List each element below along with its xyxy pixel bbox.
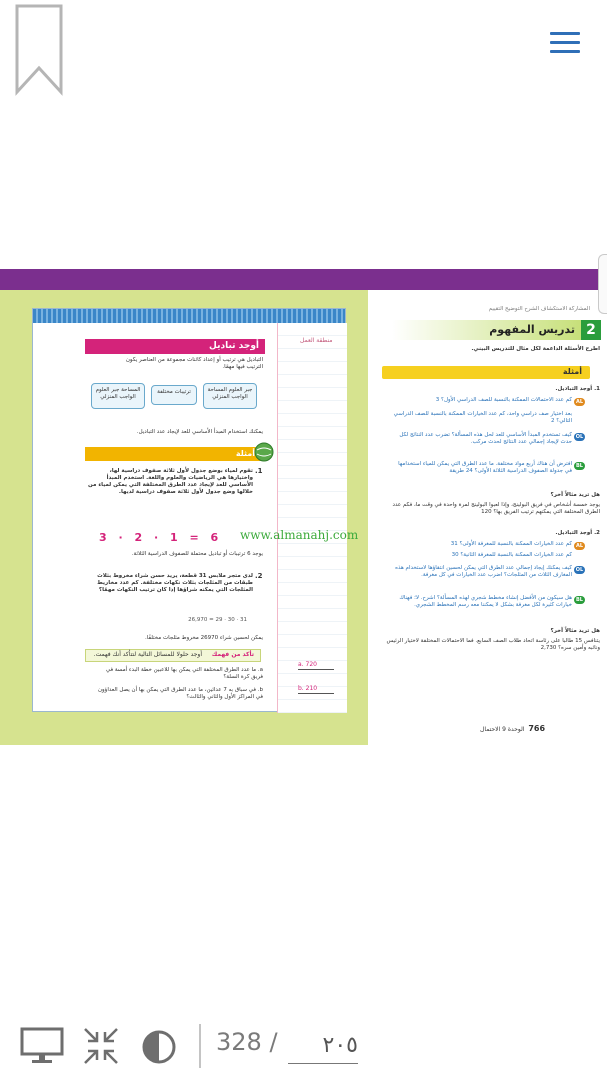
exercise-b-text: b. في سباق به 7 عدائين، ما عدد الطرق التي يمكن بها أن يصل العداؤون في المراكز الأول والثاني والثالث؟: [97, 687, 263, 700]
watermark: www.almanahj.com: [240, 528, 359, 542]
q1-bl-question: افترض أن هناك أربع مواد مختلفة. ما عدد الطرق التي يمكن للمياء استخدامها في جدولة الصفوف الدراسية الثلاثة الأولى؟ 24 طريقة: [398, 461, 572, 474]
example-1-answer: يوجد 6 ترتيبات أو تباديل محتملة للصفوف الدراسية الثلاثة.: [131, 551, 263, 557]
examples-header: أمثلة: [85, 447, 261, 461]
q1-ol-question-2: كيف تستخدم المبدأ الأساسي للعد لحل هذه المسألة؟ تضرب عدد النتائج لكل حدث لإيجاد إجمالي عدد النتائج لحدث مركب.: [399, 432, 572, 445]
level-bl-badge: BL: [576, 463, 583, 469]
arrangement-box-right: جبر العلوم المساحة الواجب المنزلي: [203, 383, 257, 409]
check-understanding-label: تأكد من فهمك: [211, 651, 254, 658]
q1-heading: 1. أوجد التباديل.: [555, 386, 600, 392]
page-edge-handle[interactable]: [598, 254, 607, 314]
q1-al-question: كم عدد الاحتمالات الممكنة بالنسبة للصف الدراسي الأول؟ 3: [435, 397, 572, 403]
footer-unit: الوحدة 9 الاحتمال: [480, 726, 525, 733]
monitor-icon[interactable]: [20, 1026, 64, 1066]
q2-al-question-1: كم عدد الخيارات الممكنة بالنسبة للمغرفة الأولى؟ 31: [450, 541, 572, 547]
footer-page-number: 766: [528, 724, 546, 733]
lesson-nav: المشاركة الاستكشاف الشرح التوضيح التقييم: [488, 306, 590, 312]
permutation-note: يمكنك استخدام المبدأ الأساسي للعد لإيجاد عدد التباديل.: [136, 429, 263, 435]
lesson-header: أوجد تباديل: [85, 339, 265, 354]
student-book-page: [32, 308, 346, 712]
example-1-calculation: 3 · 2 · 1 = 6: [99, 531, 223, 544]
q1-ol-question-1: بعد اختيار صف دراسي واحد، كم عدد الخيارات الممكنة بالنسبة للصف الدراسي التالي؟ 2: [393, 411, 572, 424]
check-understanding-bar: [85, 649, 261, 662]
page-separator: /: [269, 1028, 278, 1056]
teacher-examples-header: [382, 366, 590, 379]
section-intro: اطرح الأسئلة الداعمة لكل مثال للتدريس البيني.: [471, 346, 600, 352]
example-1-number: 1.: [255, 467, 263, 475]
arrangement-box-middle: ترتيبات مختلفة: [151, 385, 197, 405]
toolbar-divider: [199, 1024, 201, 1068]
work-area-column: [277, 323, 347, 713]
q2-al-question-2: كم عدد الخيارات الممكنة بالنسبة للمغرفة الثانية؟ 30: [451, 552, 572, 558]
another-example-heading-2: هل تريد مثالاً آخر؟: [550, 628, 600, 634]
menu-icon[interactable]: [550, 32, 580, 54]
work-area-label: منطقة العمل: [300, 337, 333, 344]
section-number: 2: [581, 320, 601, 340]
answer-b: b. 210: [298, 685, 334, 694]
definition-text: التباديل هي ترتيب أو إعداد كائنات مجموعة من العناصر يكون الترتيب فيها مهمًا.: [125, 357, 263, 370]
example-1-text: تقوم لمياء بوضع جدول لأول ثلاثة صفوف دراسية لها، واختيارها هي الرياضيات والعلوم واللغة. استخدم المبدأ الأساسي للعد لإيجاد عدد الطرق المختلفة التي يمكن لمياء من خلالها وضع جدول لأول ثلاثة صفوف دراسية لديها.: [88, 468, 253, 495]
level-ol-badge: OL: [575, 434, 584, 440]
example-2-text: لدى متجر ملابس 31 قطعة، يريد حسن شراء مخروط بثلاث طبقات من المثلجات بثلاث نكهات مختلفة. كم عدد مخاريط المثلجات التي يمكنه شراؤها إذا كان ترتيب النكهات مهمًا؟: [97, 573, 253, 593]
arrangement-box-left: المساحة جبر العلوم الواجب المنزلي: [91, 383, 145, 409]
example-2-number: 2.: [255, 572, 263, 580]
example-2-calculation: 31 · 30 · 29 = 26,970: [188, 617, 247, 623]
answer-a-value: 720: [305, 661, 317, 668]
another-example-2: يتنافس 15 طالبا على رئاسة اتحاد طلاب الصف السابع. فما الاحتمالات المختلفة لاختيار الرئيس ونائبه وأمين سره؟ 2,730: [386, 638, 600, 651]
page-footer: [480, 724, 545, 733]
level-ol-badge-2: OL: [575, 567, 584, 573]
collapse-icon[interactable]: [82, 1026, 120, 1066]
section-title: تدريس المفهوم: [489, 323, 575, 336]
page-number-input[interactable]: [288, 1028, 358, 1064]
level-bl-badge-2: BL: [576, 597, 583, 603]
globe-icon: [253, 441, 275, 463]
book-top-strip: [33, 309, 345, 323]
bookmark-icon[interactable]: [14, 4, 64, 96]
teacher-examples-label: أمثلة: [562, 367, 582, 376]
example-2-answer: يمكن لحسين شراء 26970 مخروط مثلجات مختلفًا.: [145, 635, 263, 641]
exercise-a-text: a. ما عدد الطرق المختلفة التي يمكن بها للاعبين خطة البدء أمسة في فريق كرة السلة؟: [105, 667, 263, 680]
answer-a: a. 720: [298, 661, 334, 670]
contrast-icon[interactable]: [140, 1028, 178, 1066]
q2-bl-question: هل سيكون من الأفضل إنشاء مخطط شجري لهذه المسألة؟ اشرح. لا؛ فهناك خيارات كثيرة لكل مغرفة بشكل لا يمكننا معه رسم المخطط الشجري.: [399, 595, 572, 608]
level-al-badge: AL: [575, 399, 584, 405]
level-al-badge-2: AL: [575, 543, 584, 549]
total-pages: 328: [216, 1028, 262, 1056]
another-example-1: يوجد خمسة أشخاص في فريق البولينج، وإذا لعبوا البولينج لمرة واحدة في وقت ما، فكم عدد الطرق المختلفة التي يمكنهم ترتيب الفريق بها؟ 120: [392, 502, 600, 515]
page-top-band: [0, 269, 607, 290]
answer-b-value: 210: [305, 685, 318, 692]
q2-heading: 2. أوجد التباديل.: [555, 530, 600, 536]
page-count: [216, 1028, 278, 1056]
section-title-bar: [392, 320, 581, 340]
q2-ol-question: كيف يمكنك إيجاد إجمالي عدد الطرق التي يمكن لحسين انتقاؤها لاستخدام هذه المغارف الثلاث من المثلجات؟ اضرب عدد الخيارات في كل مغرفة.: [395, 565, 572, 578]
check-understanding-hint: أوجد حلولا للمسائل التالية لتتأكد أنك فهمت.: [93, 651, 202, 658]
book-main-column: [33, 323, 277, 713]
teacher-page-area: [368, 290, 607, 745]
another-example-heading-1: هل تريد مثالاً آخر؟: [550, 492, 600, 498]
